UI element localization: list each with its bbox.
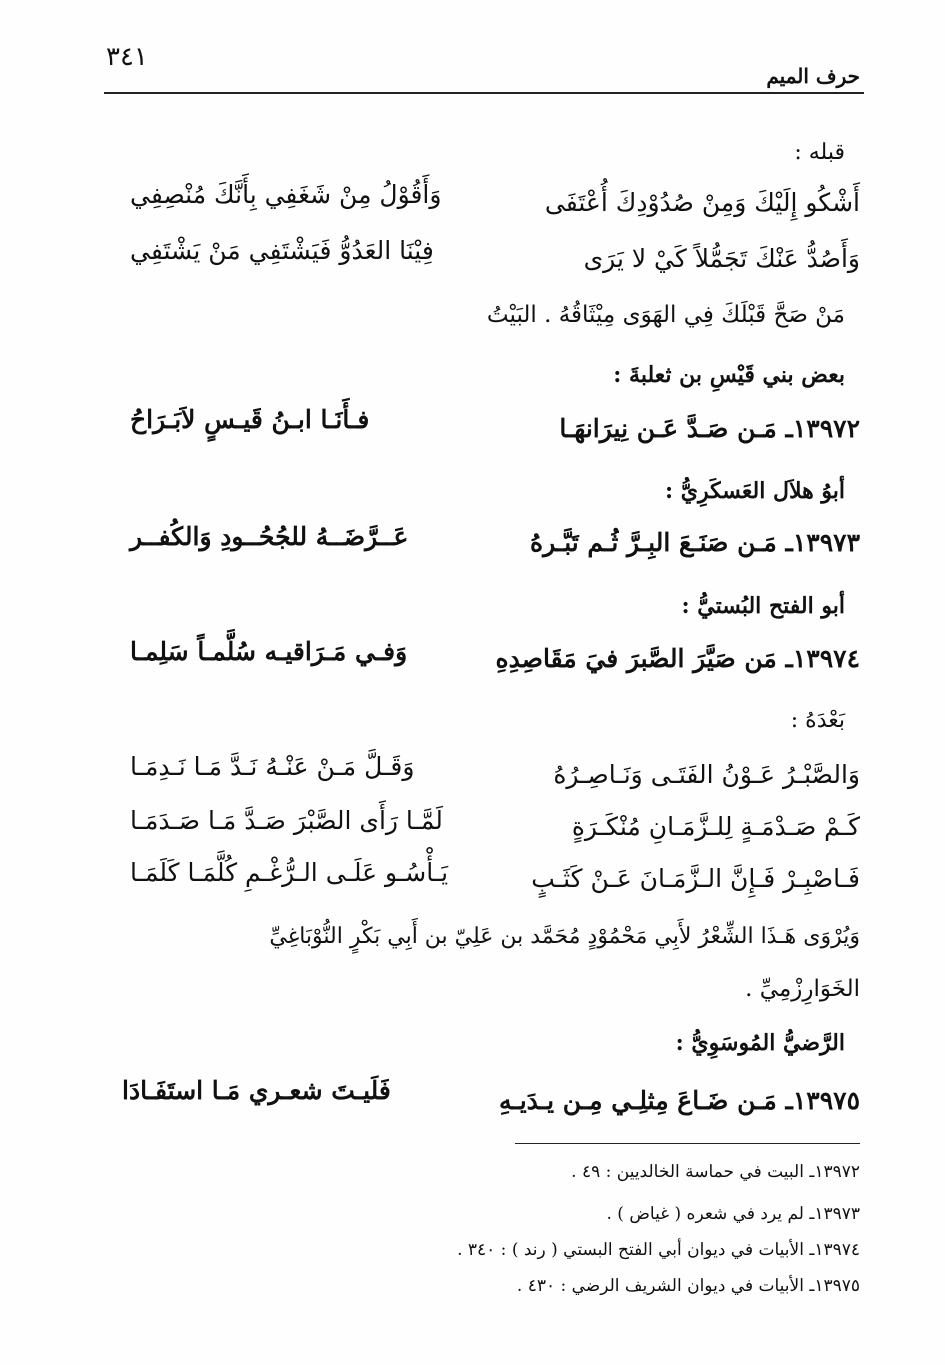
page-number: ٣٤١ (106, 42, 148, 72)
footnote-1: ١٣٩٧٢ـ البيت في حماسة الخالديين : ٤٩ . (571, 1162, 860, 1182)
footnote-rule (515, 1143, 860, 1144)
footnote-4: ١٣٩٧٥ـ الأبيات في ديوان الشريف الرضي : ٤٣٠ . (516, 1276, 860, 1296)
poem-13974-second-hemistich: وَفـي مَـرَاقيـه سُلَّمـاً سَلِمـا (130, 637, 408, 666)
poet-heading-1: بعض بني قَيْسِ بن ثعلبةَ : (613, 362, 845, 388)
verse-1-first-hemistich: أَشْكُو إِلَيْكَ وَمِنْ صُدُوْدِكَ أُعْتَفَى (544, 188, 860, 217)
poet-heading-2: أبوُ هلاَل العَسكَرِيُّ : (665, 478, 845, 504)
verse-2-second-hemistich: فِيْنَا العَدُوُّ فَيَشْتَفِي مَنْ يَشْتَفِي (130, 236, 434, 265)
poem-13974-first-hemistich: ١٣٩٧٤ـ مَن صَيَّرَ الصَّبرَ فيَ مَقَاصِدِهِ (495, 644, 860, 673)
poem-13972-second-hemistich: فـأَنَـا ابـنُ قَيـسٍ لاَبَـرَاحُ (130, 405, 370, 434)
after-label: بَعْدَهُ : (790, 708, 845, 733)
poem-13975-second-hemistich: فَلَيـتَ شعـري مَـا استَفَـادَا (122, 1076, 391, 1105)
prose-line-1: مَنْ صَحَّ قَبْلَكَ فِي الهَوَى مِيْثَاقُهُ . البَيْتُ (486, 302, 845, 328)
footnote-2: ١٣٩٧٣ـ لم يرد في شعره ( غياض ) . (606, 1204, 860, 1224)
prose-line-3: الخَوَارِزْمِيِّ . (745, 976, 860, 1002)
before-label: قبله : (794, 140, 845, 165)
verse-3-second-hemistich: وَقَـلَّ مَـنْ عَنْـهُ نَـدَّ مَـا نَـدِمَـا (130, 752, 415, 781)
poem-13973-first-hemistich: ١٣٩٧٣ـ مَـن صَنَـعَ البِـرَّ ثُـم تَبَّـرهُ (530, 528, 860, 557)
poem-13973-second-hemistich: عَــرَّضَــهُ للجُحُــودِ وَالكُفــر (130, 522, 409, 551)
verse-4-first-hemistich: كَـمْ صَـدْمَـةٍ لِلـزَّمَـانِ مُنْكَـرَةٍ (571, 812, 860, 841)
poet-heading-3: أبو الفتح البُستيُّ : (681, 593, 845, 619)
prose-line-2: وَيُرْوَى هَـذَا الشِّعْرُ لأَبِي مَحْمُوْدٍ مُحَمَّد بن عَلِيّ بن أَبِي بَكْرٍ النُّوْبَاغِيِّ (269, 924, 860, 949)
verse-3-first-hemistich: وَالصَّبْـرُ عَـوْنُ الفَتَـى وَنَـاصِـرُهُ (553, 760, 860, 789)
verse-5-second-hemistich: يَـأْسُـو عَلَـى الـرُّغْـمِ كُلَّمَـا كَلَمَـا (130, 858, 449, 887)
verse-2-first-hemistich: وَأَصُدُّ عَنْكَ تَجَمُّلاً كَيْ لا يَرَى (583, 244, 860, 273)
poet-heading-4: الرَّضيُّ المُوسَوِيُّ : (675, 1030, 845, 1056)
poem-13972-first-hemistich: ١٣٩٧٢ـ مَـن صَـدَّ عَـن نِيرَانهَـا (559, 414, 860, 443)
verse-4-second-hemistich: لَمَّـا رَأَى الصَّبْرَ صَـدَّ مَـا صَـدَمَـا (130, 806, 443, 835)
poem-13975-first-hemistich: ١٣٩٧٥ـ مَـن ضَـاعَ مِثلِـي مِـن يـدَيـهِ (498, 1086, 860, 1115)
footnote-3: ١٣٩٧٤ـ الأبيات في ديوان أبي الفتح البستي ( رند ) : ٣٤٠ . (457, 1240, 860, 1260)
running-head: حرف الميم (766, 64, 860, 88)
verse-5-first-hemistich: فَـاصْبِـرْ فَـإِنَّ الـزَّمَـانَ عَـنْ كَثَـبٍ (531, 864, 860, 893)
verse-1-second-hemistich: وَأَقُوْلُ مِنْ شَغَفِي بِأَنَّكَ مُنْصِفِي (130, 180, 442, 209)
header-rule (104, 92, 864, 94)
